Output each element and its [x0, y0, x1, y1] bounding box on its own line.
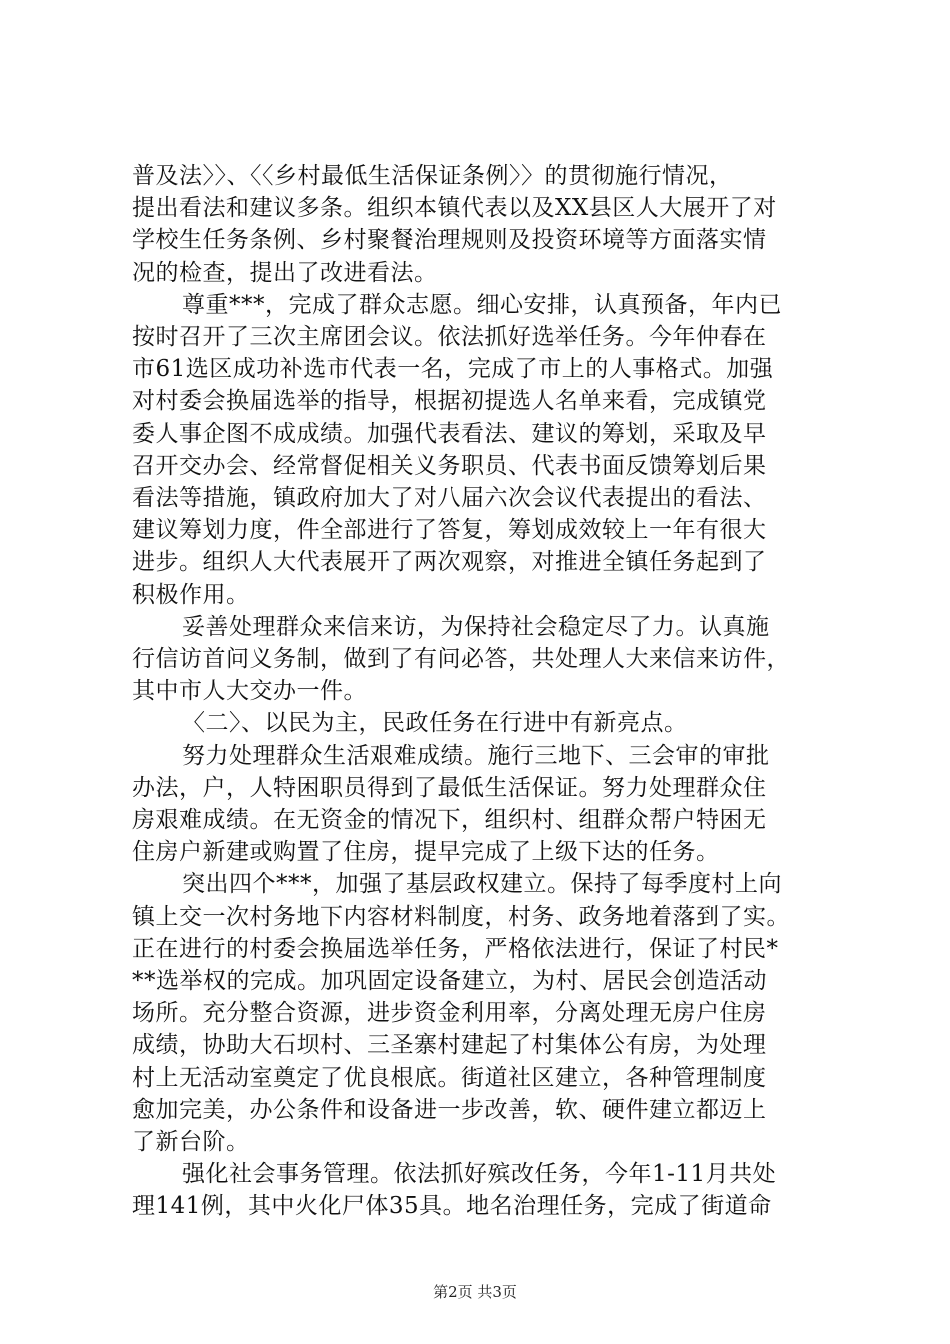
text-line: 办法，户，人特困职员得到了最低生活保证。努力处理群众住 [132, 774, 767, 801]
text-line: 愈加完美，办公条件和设备进一步改善，软、硬件建立都迈上 [132, 1096, 767, 1123]
text-line: 住房户新建或购置了住房，提早完成了上级下达的任务。 [132, 839, 720, 866]
paragraph-start: 突出四个***，加强了基层政权建立。保持了每季度村上向 [182, 871, 782, 898]
paragraph-start: 努力处理群众生活艰难成绩。施行三地下、三会审的审批 [182, 742, 770, 769]
text-line: 委人事企图不成成绩。加强代表看法、建议的筹划，采取及早 [132, 420, 767, 447]
text-line: 了新台阶。 [132, 1129, 250, 1155]
text-line: 普及法〉〉、〈〈乡村最低生活保证条例〉〉的贯彻施行情况， [132, 163, 733, 189]
section-heading: 〈二〉、以民为主，民政任务在行进中有新亮点。 [182, 710, 688, 737]
text-line: 学校生任务条例、乡村聚餐治理规则及投资环境等方面落实情 [132, 227, 767, 254]
text-line: 场所。充分整合资源，进步资金利用率，分离处理无房户住房 [132, 1000, 767, 1027]
text-line: 积极作用。 [132, 581, 250, 608]
text-line: 房艰难成绩。在无资金的情况下，组织村、组群众帮户特困无 [132, 807, 767, 833]
text-line: 对村委会换届选举的指导，根据初提选人名单来看，完成镇党 [132, 388, 767, 415]
text-line: 看法等措施，镇政府加大了对八届六次会议代表提出的看法、 [132, 485, 767, 511]
paragraph-start: 尊重***，完成了群众志愿。细心安排，认真预备，年内已 [182, 291, 782, 318]
text-line: 行信访首问义务制，做到了有问必答，共处理人大来信来访件， [132, 646, 790, 672]
text-line: 村上无活动室奠定了优良根底。街道社区建立，各种管理制度 [132, 1064, 767, 1091]
text-line: 市61选区成功补选市代表一名，完成了市上的人事格式。加强 [132, 356, 774, 383]
text-line: 按时召开了三次主席团会议。依法抓好选举任务。今年仲春在 [132, 324, 767, 350]
paragraph-start: 妥善处理群众来信来访，为保持社会稳定尽了力。认真施 [182, 613, 770, 640]
paragraph-start: 强化社会事务管理。依法抓好殡改任务，今年1-11月共处 [182, 1161, 777, 1188]
text-line: 其中市人大交办一件。 [132, 678, 367, 705]
text-line: 镇上交一次村务地下内容材料制度，村务、政务地着落到了实。 [132, 903, 790, 930]
text-line: 理141例，其中火化尸体35具。地名治理任务，完成了街道命 [132, 1193, 772, 1220]
text-line: 提出看法和建议多条。组织本镇代表以及XX县区人大展开了对 [132, 195, 777, 222]
text-line: 进步。组织人大代表展开了两次观察，对推进全镇任务起到了 [132, 549, 767, 576]
text-line: 建议筹划力度，件全部进行了答复，筹划成效较上一年有很大 [132, 517, 767, 544]
text-line: **选举权的完成。加巩固定设备建立，为村、居民会创造活动 [132, 968, 767, 994]
text-line: 召开交办会、经常督促相关义务职员、代表书面反馈筹划后果 [132, 452, 767, 479]
page-footer: 第2页 共3页 [433, 1283, 517, 1301]
text-line: 正在进行的村委会换届选举任务，严格依法进行，保证了村民* [132, 935, 779, 962]
text-line: 成绩，协助大石坝村、三圣寨村建起了村集体公有房，为处理 [132, 1032, 767, 1059]
text-line: 况的检查，提出了改进看法。 [132, 259, 438, 286]
